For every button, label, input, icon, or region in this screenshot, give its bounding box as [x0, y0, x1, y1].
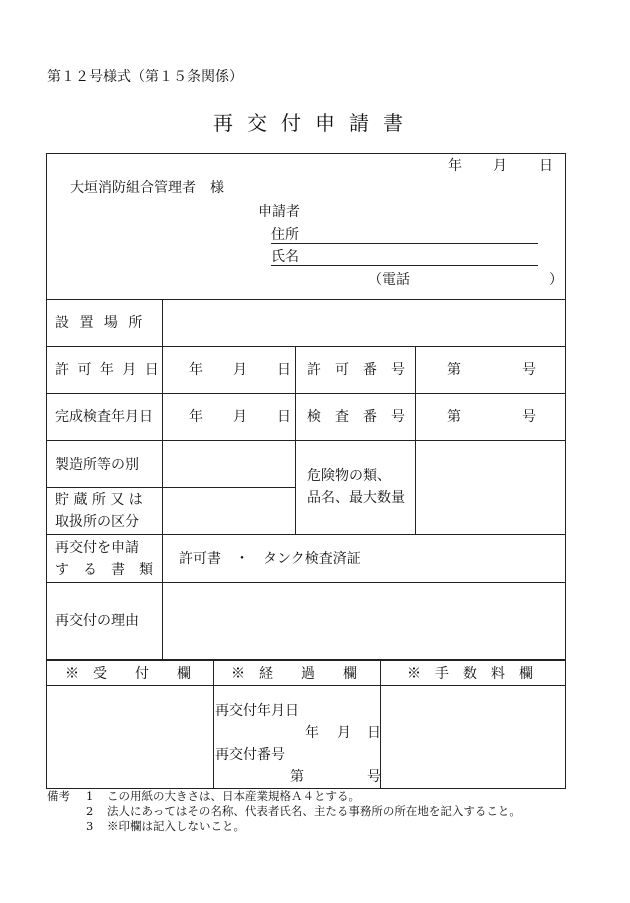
- row-divider: [47, 582, 565, 583]
- column-divider: [162, 299, 163, 659]
- row-divider: [47, 487, 295, 488]
- inspection-year: 年: [189, 409, 203, 425]
- row-divider: [47, 534, 565, 535]
- reissue-number-prefix: 第: [290, 769, 304, 785]
- storage-label-2: 取扱所の区分: [55, 514, 139, 530]
- row-divider: [47, 685, 565, 686]
- page-title: 再交付申請書: [213, 111, 417, 135]
- permit-month: 月: [233, 362, 247, 378]
- office-use-table: [46, 660, 566, 789]
- fee-header: ※ 手 数 料 欄: [407, 666, 533, 682]
- column-divider: [213, 661, 214, 788]
- application-form-table: [46, 153, 566, 660]
- notes-label: 備考: [47, 789, 70, 803]
- reissue-number-label: 再交付番号: [215, 747, 285, 763]
- docs-label-2: す る 書 類: [55, 562, 153, 578]
- docs-value: 許可書 ・ タンク検査済証: [179, 551, 361, 567]
- location-label: 設 置 場 所: [55, 315, 146, 331]
- applicant-label: 申請者: [258, 204, 300, 220]
- hazmat-label-2: 品名、最大数量: [307, 490, 405, 506]
- row-divider: [47, 440, 565, 441]
- permit-date-label: 許 可 年 月 日: [55, 362, 161, 378]
- header-day: 日: [539, 158, 553, 174]
- inspection-number-suffix: 号: [522, 409, 536, 425]
- note-2-number: 2: [86, 804, 94, 818]
- reception-header: ※ 受 付 欄: [65, 666, 191, 682]
- hazmat-label-1: 危険物の類、: [307, 468, 391, 484]
- header-year: 年: [448, 158, 462, 174]
- permit-day: 日: [277, 362, 291, 378]
- row-divider: [47, 299, 565, 300]
- note-2-text: 法人にあってはその名称、代表者氏名、主たる事務所の所在地を記入すること。: [107, 804, 521, 818]
- permit-year: 年: [189, 362, 203, 378]
- note-3-text: ※印欄は記入しないこと。: [107, 819, 245, 833]
- header-month: 月: [493, 158, 507, 174]
- form-code: 第１２号様式（第１５条関係）: [47, 69, 243, 85]
- permit-number-suffix: 号: [522, 362, 536, 378]
- progress-header: ※ 経 過 欄: [231, 666, 357, 682]
- reissue-day: 日: [367, 725, 381, 741]
- permit-number-label: 許 可 番 号: [307, 362, 405, 378]
- column-divider: [295, 346, 296, 534]
- row-divider: [47, 346, 565, 347]
- permit-number-prefix: 第: [447, 362, 461, 378]
- address-label: 住所: [271, 227, 299, 243]
- note-3-number: 3: [86, 819, 94, 833]
- inspection-month: 月: [233, 409, 247, 425]
- name-line: [271, 265, 538, 266]
- name-label: 氏名: [271, 249, 299, 265]
- reissue-month: 月: [337, 725, 351, 741]
- row-divider: [47, 393, 565, 394]
- phone-open: （電話: [368, 272, 410, 288]
- facility-type-label: 製造所等の別: [55, 457, 139, 473]
- reissue-number-suffix: 号: [367, 769, 381, 785]
- inspection-number-prefix: 第: [447, 409, 461, 425]
- note-1-text: この用紙の大きさは、日本産業規格Ａ４とする。: [107, 789, 360, 803]
- address-line: [271, 243, 538, 244]
- reason-label: 再交付の理由: [55, 613, 139, 629]
- phone-close: ）: [549, 272, 563, 288]
- column-divider: [415, 346, 416, 534]
- inspection-date-label: 完成検査年月日: [55, 409, 153, 425]
- note-1-number: 1: [86, 789, 94, 803]
- reissue-date-label: 再交付年月日: [215, 703, 299, 719]
- storage-label-1: 貯 蔵 所 又 は: [55, 492, 143, 508]
- inspection-number-label: 検 査 番 号: [307, 409, 405, 425]
- addressee: 大垣消防組合管理者 様: [70, 180, 224, 196]
- reissue-year: 年: [305, 725, 319, 741]
- inspection-day: 日: [277, 409, 291, 425]
- docs-label-1: 再交付を申請: [55, 540, 139, 556]
